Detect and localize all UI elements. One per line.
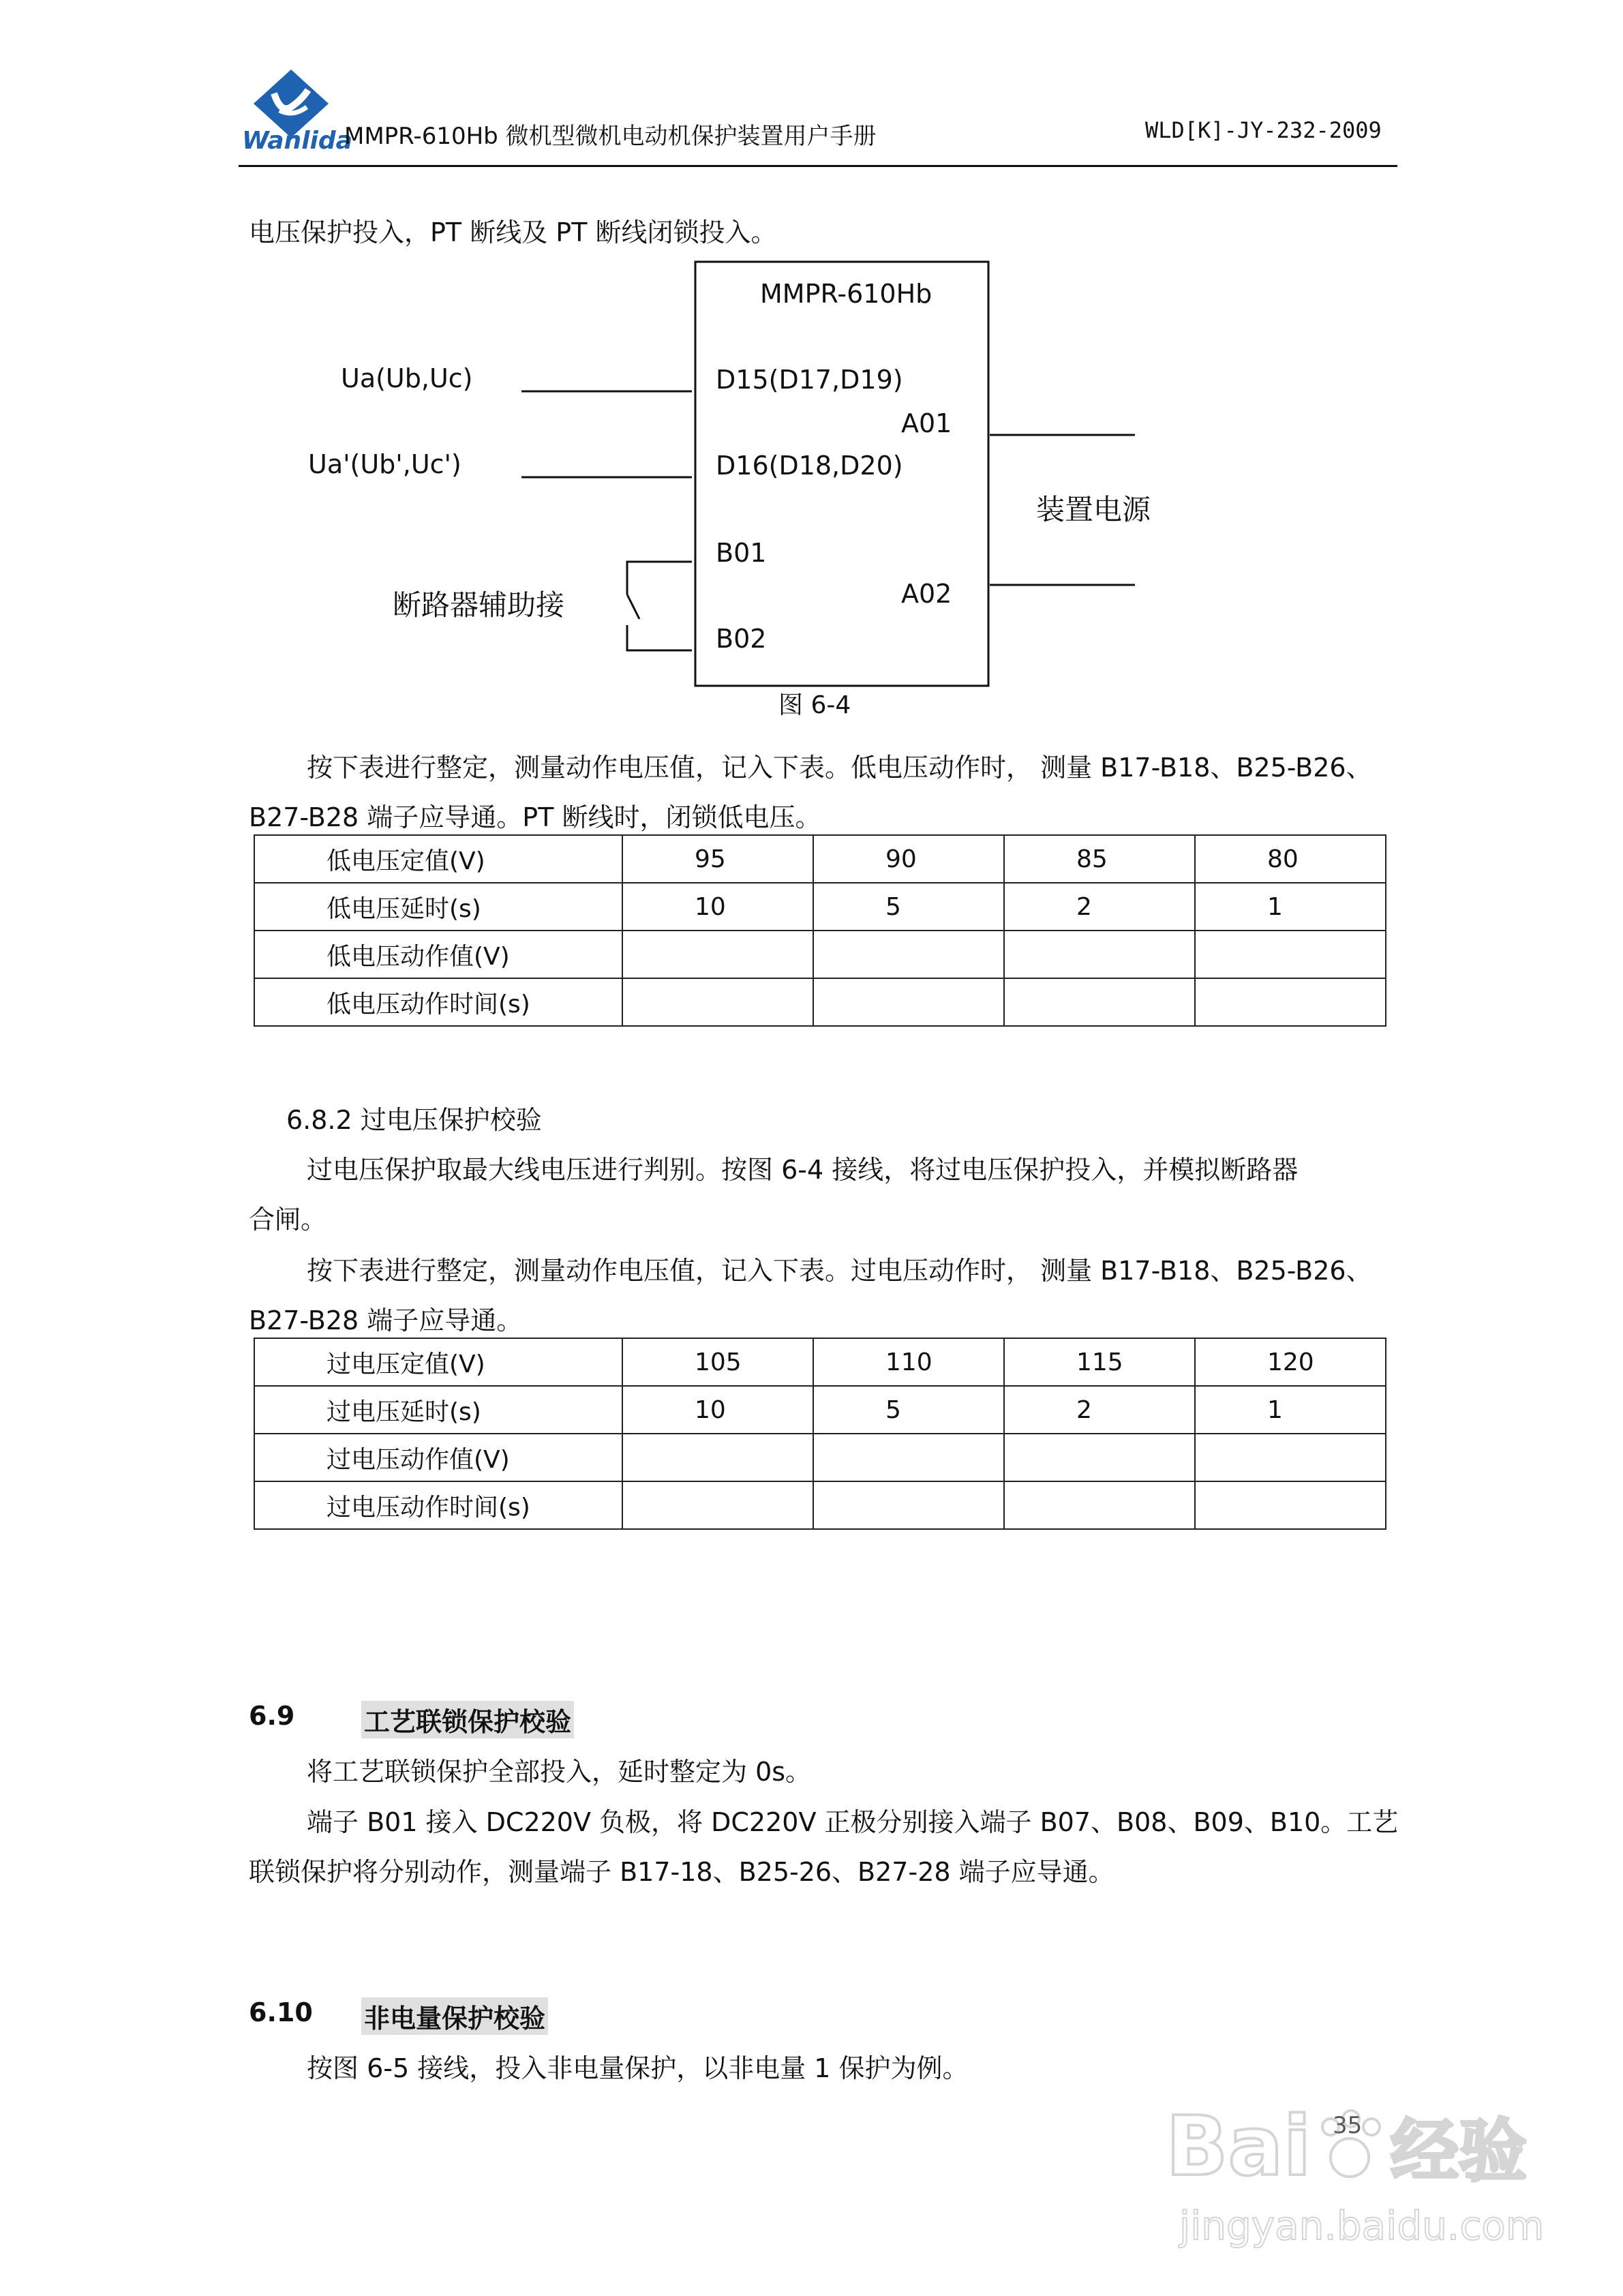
ov-para1-line1: 过电压保护取最大线电压进行判别。按图 6-4 接线，将过电压保护投入，并模拟断路器 (307, 1155, 1299, 1185)
cell: 10 (622, 1386, 813, 1434)
cell (1195, 931, 1386, 978)
cell (622, 1481, 813, 1529)
cell (1004, 1481, 1195, 1529)
pin-d15: D15(D17,D19) (716, 365, 903, 395)
cell (813, 1434, 1004, 1481)
pin-a01: A01 (901, 408, 952, 438)
cell (1004, 978, 1195, 1026)
paw-icon (1322, 2111, 1380, 2177)
ov-para1-line2: 合闸。 (249, 1205, 327, 1235)
overvoltage-table (254, 1338, 1386, 1530)
row-label: 低电压动作值(V) (254, 931, 622, 978)
cell: 2 (1004, 1386, 1195, 1434)
section-6-9-number: 6.9 (249, 1701, 295, 1731)
breaker-label: 断路器辅助接 (393, 588, 565, 622)
cell: 115 (1004, 1338, 1195, 1386)
cell (1195, 1434, 1386, 1481)
cell (622, 931, 813, 978)
table-row (254, 835, 1386, 883)
cell: 95 (622, 835, 813, 883)
wiring-diagram (293, 254, 1179, 719)
cell: 105 (622, 1338, 813, 1386)
watermark-brand: Bai (1166, 2100, 1311, 2194)
watermark-brand-cn: 经验 (1391, 2111, 1527, 2191)
cell (1195, 978, 1386, 1026)
pin-b02: B02 (716, 624, 767, 654)
page-number: 35 (1333, 2112, 1363, 2139)
section-6-9-title: 工艺联锁保护校验 (361, 1701, 574, 1738)
undervoltage-table (254, 834, 1386, 1027)
b02-wire (627, 625, 692, 650)
intro-line: 电压保护投入，PT 断线及 PT 断线闭锁投入。 (249, 217, 777, 247)
cell: 80 (1195, 835, 1386, 883)
cell (813, 931, 1004, 978)
table-row (254, 978, 1386, 1026)
cell: 1 (1195, 1386, 1386, 1434)
table-row (254, 931, 1386, 978)
uv-para-line2: B27-B28 端子应导通。PT 断线时，闭锁低电压。 (249, 802, 821, 832)
table-row (254, 1338, 1386, 1386)
device-label: MMPR-610Hb (760, 279, 932, 309)
breaker-contact (627, 594, 639, 619)
section-6-10-number: 6.10 (249, 1997, 313, 2027)
row-label: 低电压定值(V) (254, 835, 622, 883)
cell: 90 (813, 835, 1004, 883)
table-row (254, 1481, 1386, 1529)
b01-wire (627, 562, 692, 594)
baidu-watermark (1152, 2079, 1561, 2263)
pin-b01: B01 (716, 538, 767, 568)
cell: 120 (1195, 1338, 1386, 1386)
ov-para2-line1: 按下表进行整定，测量动作电压值，记入下表。过电压动作时， 测量 B17-B18、B25-B26、 (307, 1256, 1372, 1286)
row-label: 过电压动作时间(s) (254, 1481, 622, 1529)
cell (622, 1434, 813, 1481)
document-code: WLD[K]-JY-232-2009 (1145, 117, 1382, 143)
pin-d16: D16(D18,D20) (716, 451, 903, 481)
cell: 5 (813, 883, 1004, 931)
uv-para-line1: 按下表进行整定，测量动作电压值，记入下表。低电压动作时， 测量 B17-B18、B25-B26、 (307, 753, 1372, 783)
row-label: 低电压延时(s) (254, 883, 622, 931)
cell: 85 (1004, 835, 1195, 883)
cell: 5 (813, 1386, 1004, 1434)
s69-line2: 端子 B01 接入 DC220V 负极，将 DC220V 正极分别接入端子 B07、B08、B09、B10。工艺 (307, 1807, 1399, 1837)
cell (622, 978, 813, 1026)
cell (1004, 1434, 1195, 1481)
table-row (254, 1386, 1386, 1434)
cell: 110 (813, 1338, 1004, 1386)
cell: 2 (1004, 883, 1195, 931)
input2-label: Ua'(Ub',Uc') (308, 449, 461, 479)
cell (1195, 1481, 1386, 1529)
cell: 1 (1195, 883, 1386, 931)
row-label: 过电压延时(s) (254, 1386, 622, 1434)
ov-para2-line2: B27-B28 端子应导通。 (249, 1305, 523, 1335)
row-label: 过电压动作值(V) (254, 1434, 622, 1481)
input1-label: Ua(Ub,Uc) (341, 363, 473, 393)
cell (813, 1481, 1004, 1529)
table-row (254, 1434, 1386, 1481)
figure-caption: 图 6-4 (778, 691, 851, 719)
cell: 10 (622, 883, 813, 931)
cell (1004, 931, 1195, 978)
s69-line3: 联锁保护将分别动作，测量端子 B17-18、B25-26、B27-28 端子应导通。 (249, 1857, 1114, 1887)
row-label: 过电压定值(V) (254, 1338, 622, 1386)
power-label: 装置电源 (1036, 493, 1151, 526)
table-row (254, 883, 1386, 931)
logo-text: Wanlida (242, 127, 352, 155)
cell (813, 978, 1004, 1026)
watermark-url: jingyan.baidu.com (1179, 2203, 1545, 2249)
overvoltage-heading: 6.8.2 过电压保护校验 (286, 1105, 542, 1135)
section-6-10-title: 非电量保护校验 (361, 1997, 548, 2035)
pin-a02: A02 (901, 579, 952, 609)
s69-line1: 将工艺联锁保护全部投入，延时整定为 0s。 (307, 1757, 812, 1787)
header-rule (239, 165, 1397, 167)
s610-line1: 按图 6-5 接线，投入非电量保护，以非电量 1 保护为例。 (307, 2053, 969, 2083)
row-label: 低电压动作时间(s) (254, 978, 622, 1026)
document-title: MMPR-610Hb 微机型微机电动机保护装置用户手册 (344, 123, 877, 150)
